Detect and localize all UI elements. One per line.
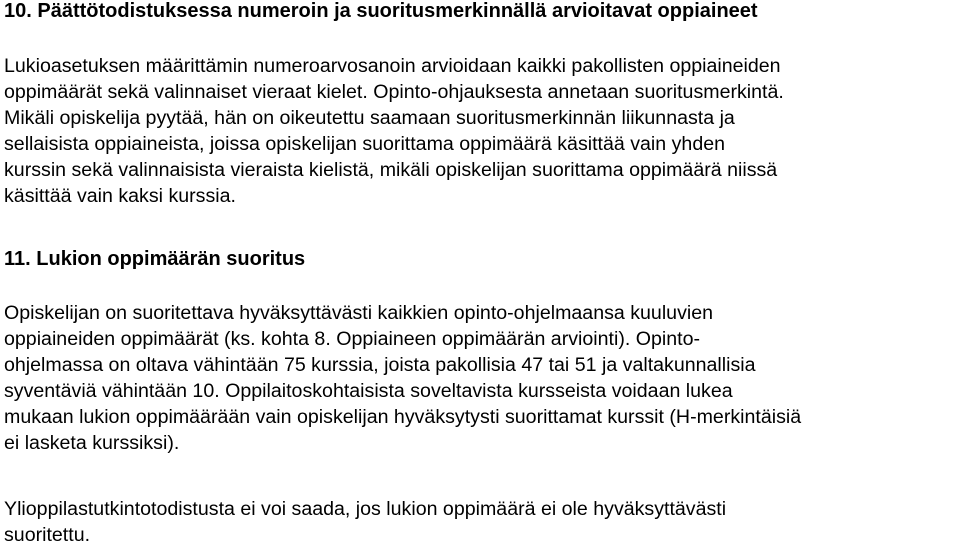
paragraph-line: suoritettu. — [4, 524, 91, 546]
paragraph-line: syventäviä vähintään 10. Oppilaitoskohtaisista soveltavista kursseista voidaan lukea — [4, 380, 733, 402]
paragraph-line: Opiskelijan on suoritettava hyväksyttävästi kaikkien opinto-ohjelmaansa kuuluvien — [4, 302, 714, 324]
paragraph-line: Lukioasetuksen määrittämin numeroarvosanoin arvioidaan kaikki pakollisten oppiaineiden — [4, 55, 781, 77]
section-11-heading: 11. Lukion oppimäärän suoritus — [4, 248, 306, 270]
paragraph-line: käsittää vain kaksi kurssia. — [4, 185, 236, 207]
paragraph-line: oppiaineiden oppimäärät (ks. kohta 8. Oppiaineen oppimäärän arviointi). Opinto- — [4, 328, 700, 350]
paragraph-line: mukaan lukion oppimäärään vain opiskelijan hyväksytysti suorittamat kurssit (H-merkintäisiä — [4, 406, 802, 428]
paragraph-line: Mikäli opiskelija pyytää, hän on oikeutettu saamaan suoritusmerkinnän liikunnasta ja — [4, 107, 735, 129]
paragraph-line: sellaisista oppiaineista, joissa opiskelijan suorittama oppimäärä käsittää vain yhden — [4, 133, 726, 155]
section-11-paragraph-1 — [4, 300, 801, 456]
section-10-paragraph — [4, 53, 784, 209]
paragraph-line: ohjelmassa on oltava vähintään 75 kurssia, joista pakollisia 47 tai 51 ja valtakunnallisia — [4, 354, 756, 376]
section-11-paragraph-2 — [4, 496, 726, 548]
paragraph-line: kurssin sekä valinnaisista vieraista kielistä, mikäli opiskelijan suorittama oppimäärä niissä — [4, 159, 778, 181]
section-10-heading: 10. Päättötodistuksessa numeroin ja suoritusmerkinnällä arvioitavat oppiaineet — [4, 0, 758, 22]
paragraph-line: oppimäärät sekä valinnaiset vieraat kielet. Opinto-ohjauksesta annetaan suoritusmerkintä. — [4, 81, 784, 103]
paragraph-line: ei lasketa kurssiksi). — [4, 432, 180, 454]
paragraph-line: Ylioppilastutkintotodistusta ei voi saada, jos lukion oppimäärä ei ole hyväksyttävästi — [4, 498, 727, 520]
